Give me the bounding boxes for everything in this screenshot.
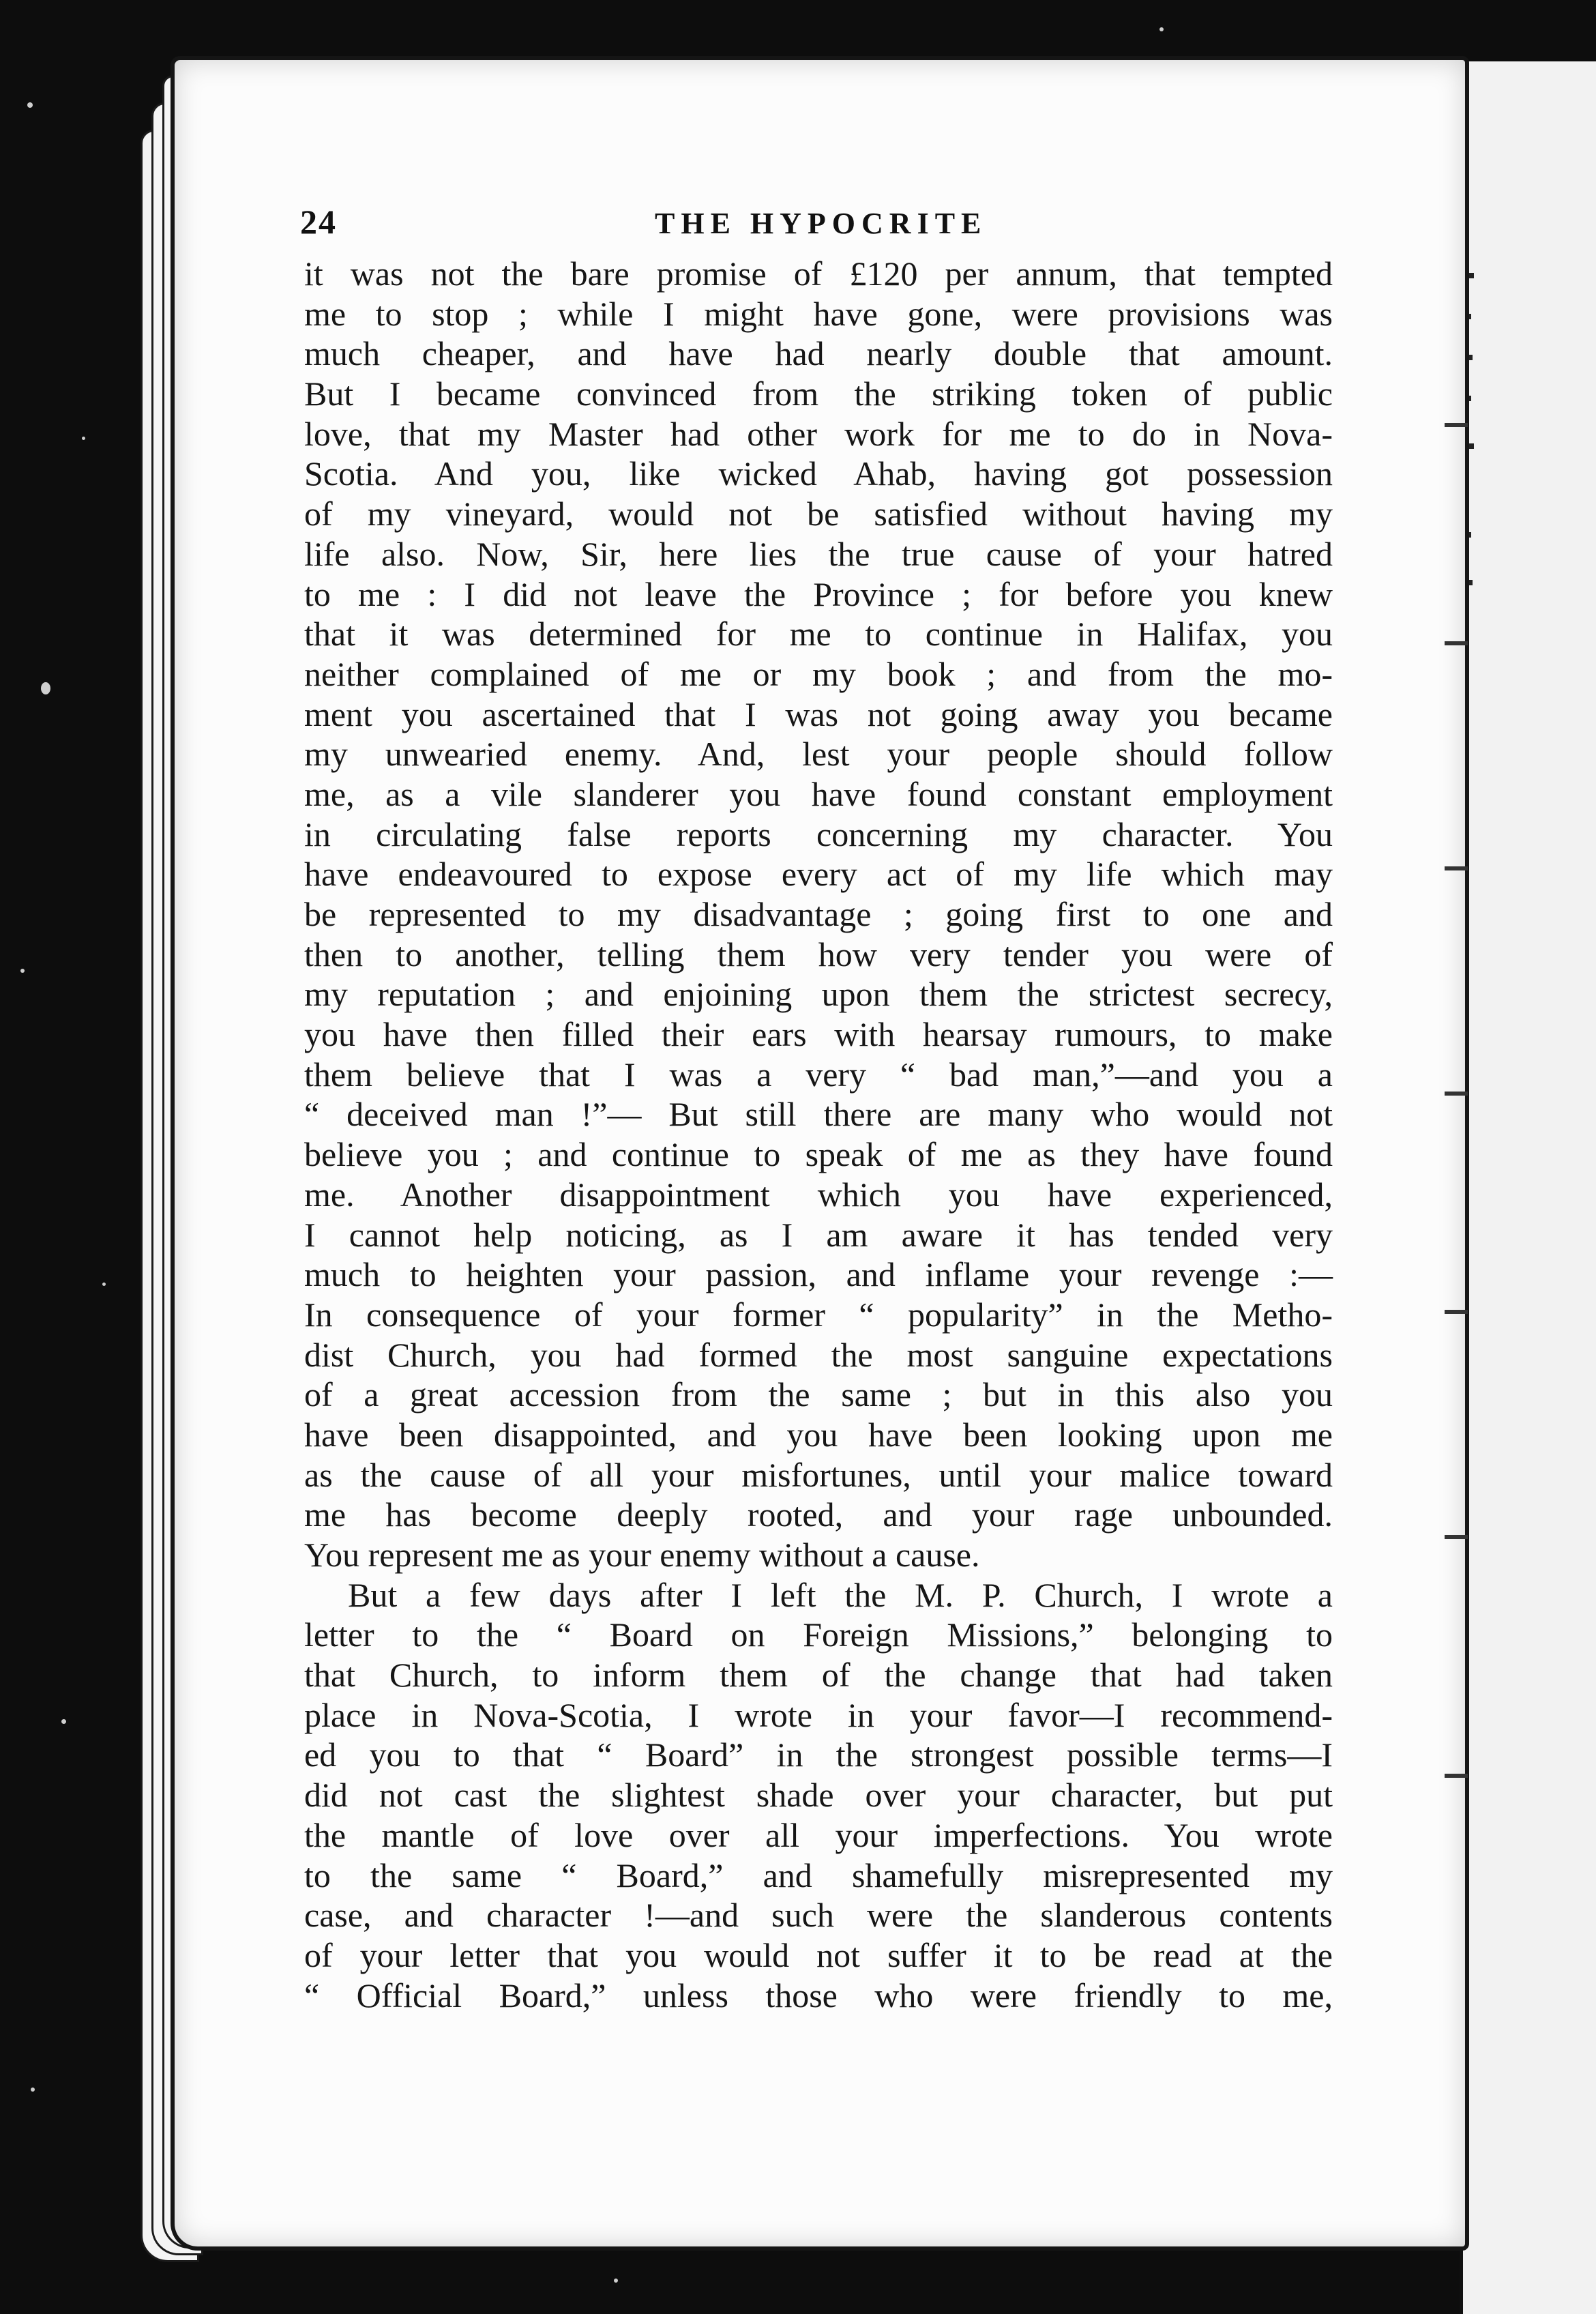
adjacent-page xyxy=(1460,61,1596,2314)
page-header xyxy=(300,202,1316,250)
text-line: my unwearied enemy. And, lest your people should follow xyxy=(304,735,1333,774)
text-line: But a few days after I left the M. P. Church, I wrote a xyxy=(348,1575,1333,1614)
text-line: to the same “ Board,” and shamefully misrepresented my xyxy=(304,1856,1333,1894)
scan-speck xyxy=(614,2279,618,2283)
text-line: then to another, telling them how very tender you were of xyxy=(304,935,1333,973)
text-line: letter to the “ Board on Foreign Missions,” belonging to xyxy=(304,1615,1333,1654)
binding-stitch xyxy=(1445,423,1468,427)
text-line: place in Nova-Scotia, I wrote in your favor—I recommend- xyxy=(304,1695,1333,1734)
text-line: believe you ; and continue to speak of me as they have found xyxy=(304,1135,1333,1174)
text-line: me to stop ; while I might have gone, were provisions was xyxy=(304,294,1333,333)
scan-speck xyxy=(102,1283,106,1286)
binding-stitch xyxy=(1445,1535,1468,1539)
text-line: them believe that I was a very “ bad man,”—and you a xyxy=(304,1055,1333,1094)
text-line: of a great accession from the same ; but in this also you xyxy=(304,1375,1333,1414)
body-text xyxy=(304,254,1333,2015)
text-line: case, and character !—and such were the slanderous contents xyxy=(304,1896,1333,1935)
text-line: I cannot help noticing, as I am aware it has tended very xyxy=(304,1215,1333,1254)
text-line: the mantle of love over all your imperfections. You wrote xyxy=(304,1815,1333,1854)
scan-speck xyxy=(20,969,25,973)
scan-speck xyxy=(82,437,85,440)
running-title: THE HYPOCRITE xyxy=(655,207,988,240)
text-line: it was not the bare promise of £120 per annum, that tempted xyxy=(304,254,1333,293)
scan-speck xyxy=(61,1719,66,1724)
text-line: love, that my Master had other work for me to do in Nova- xyxy=(304,414,1333,453)
text-line: ment you ascertained that I was not going away you became xyxy=(304,694,1333,733)
text-line: you have then filled their ears with hearsay rumours, to make xyxy=(304,1015,1333,1054)
text-line: have endeavoured to expose every act of my life which may xyxy=(304,855,1333,894)
text-line: as the cause of all your misfortunes, until your malice toward xyxy=(304,1455,1333,1494)
text-line: me. Another disappointment which you have experienced, xyxy=(304,1175,1333,1214)
scan-speck xyxy=(41,682,50,694)
text-line: in circulating false reports concerning my character. You xyxy=(304,815,1333,853)
scan-speck xyxy=(27,102,33,108)
text-line: life also. Now, Sir, here lies the true cause of your hatred xyxy=(304,534,1333,573)
binding-stitch xyxy=(1445,641,1468,645)
text-line: much cheaper, and have had nearly double that amount. xyxy=(304,334,1333,373)
text-line: of my vineyard, would not be satisfied without having my xyxy=(304,495,1333,533)
text-line: You represent me as your enemy without a cause. xyxy=(304,1536,980,1574)
text-line: that it was determined for me to continue in Halifax, you xyxy=(304,615,1333,654)
binding-stitch xyxy=(1445,866,1468,870)
text-line: But I became convinced from the striking token of public xyxy=(304,375,1333,413)
text-line: me, as a vile slanderer you have found constant employment xyxy=(304,774,1333,813)
text-line: my reputation ; and enjoining upon them the strictest secrecy, xyxy=(304,975,1333,1014)
text-line: me has become deeply rooted, and your rage unbounded. xyxy=(304,1495,1333,1534)
text-line: “ deceived man !”— But still there are many who would not xyxy=(304,1095,1333,1134)
page-number: 24 xyxy=(300,203,337,241)
binding-stitch xyxy=(1445,1092,1468,1096)
text-line: Scotia. And you, like wicked Ahab, having got possession xyxy=(304,454,1333,493)
scan-speck xyxy=(1159,27,1164,31)
text-line: dist Church, you had formed the most sanguine expectations xyxy=(304,1335,1333,1374)
text-line: ed you to that “ Board” in the strongest possible terms—I xyxy=(304,1736,1333,1774)
text-line: “ Official Board,” unless those who were friendly to me, xyxy=(304,1976,1333,2015)
binding-stitch xyxy=(1445,1310,1468,1314)
text-line: neither complained of me or my book ; and from the mo- xyxy=(304,654,1333,693)
binding-stitch xyxy=(1445,1774,1468,1778)
scan-speck xyxy=(31,2088,35,2092)
text-line: that Church, to inform them of the change that had taken xyxy=(304,1656,1333,1695)
text-line: In consequence of your former “ popularity” in the Metho- xyxy=(304,1295,1333,1334)
text-line: be represented to my disadvantage ; going first to one and xyxy=(304,895,1333,933)
text-line: much to heighten your passion, and inflame your revenge :— xyxy=(304,1255,1333,1294)
text-line: of your letter that you would not suffer it to be read at the xyxy=(304,1935,1333,1974)
text-line: have been disappointed, and you have been looking upon me xyxy=(304,1415,1333,1454)
text-line: to me : I did not leave the Province ; for before you knew xyxy=(304,574,1333,613)
text-line: did not cast the slightest shade over your character, but put xyxy=(304,1776,1333,1815)
